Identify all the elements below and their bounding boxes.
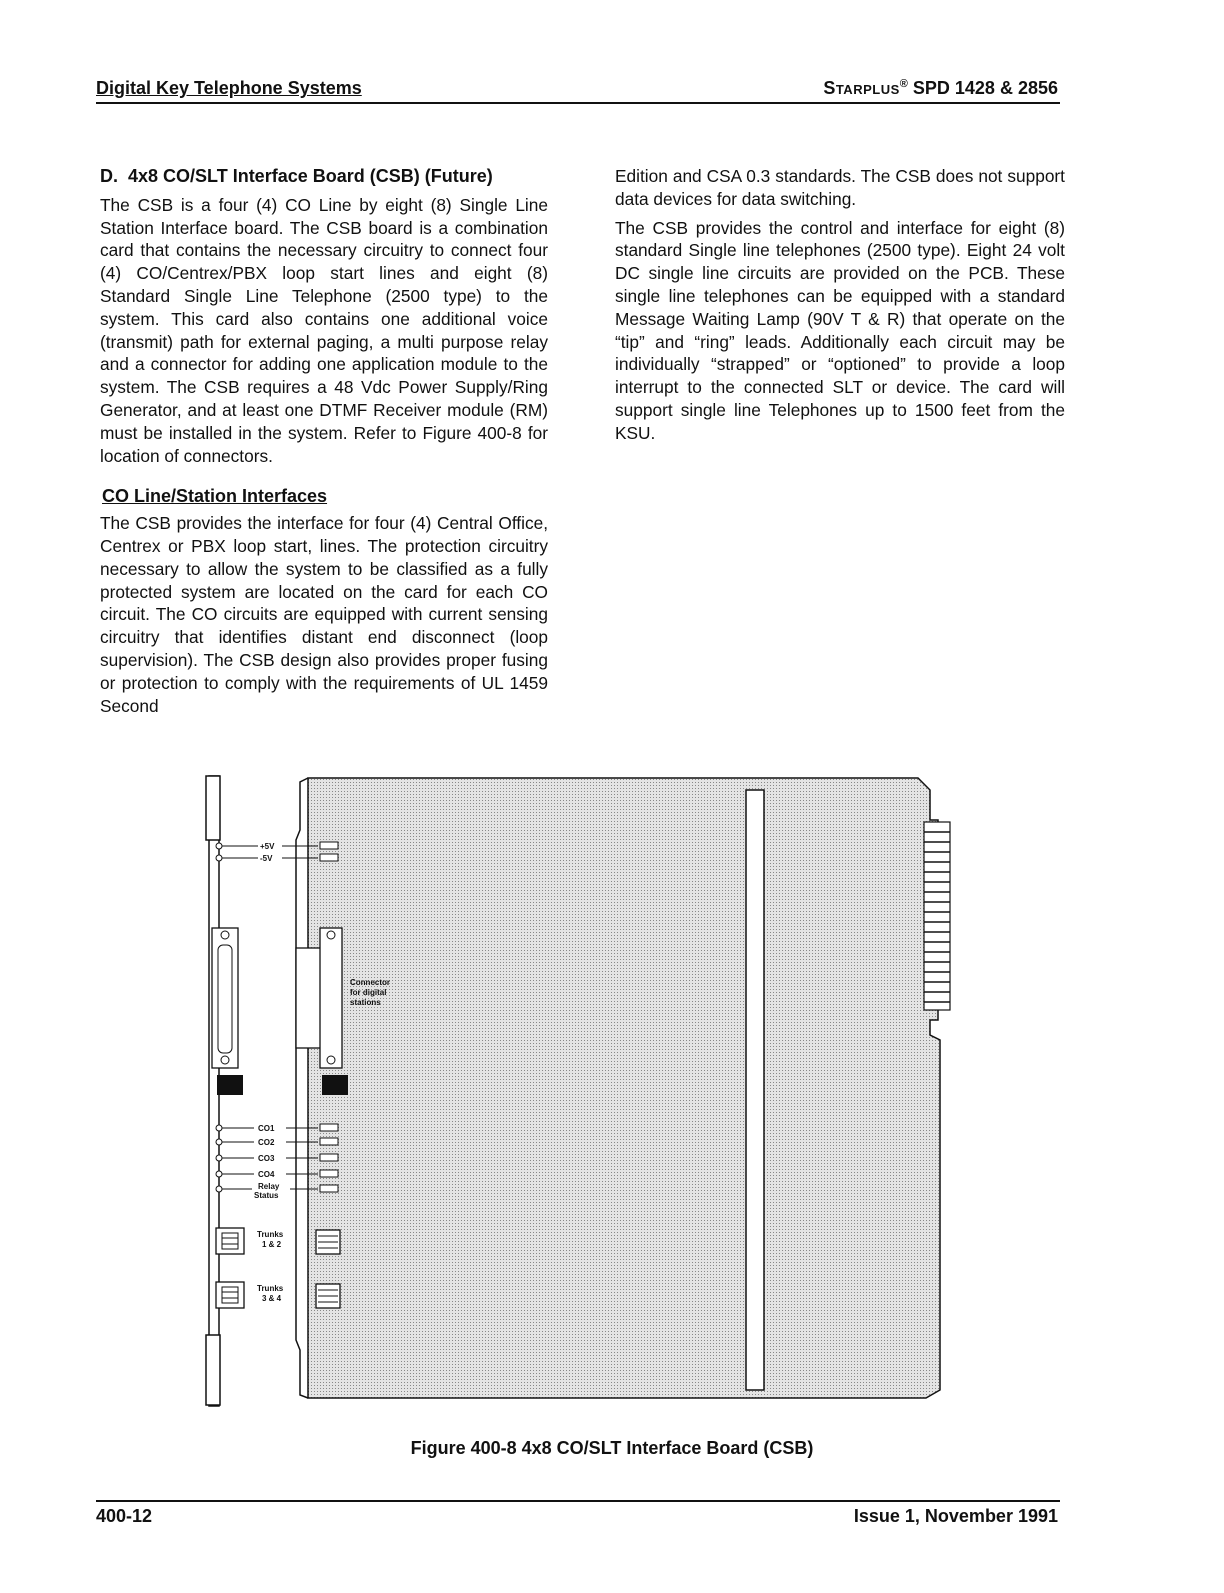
registered-mark: ® (899, 78, 908, 90)
label-minus-5v: -5V (260, 854, 273, 863)
label-connector-2: for digital (350, 988, 387, 997)
dsub-connector-board (296, 928, 342, 1068)
right-column (615, 165, 1065, 451)
section-title-text: 4x8 CO/SLT Interface Board (CSB) (Future) (128, 166, 493, 186)
section-title (100, 165, 548, 188)
label-co1: CO1 (258, 1124, 275, 1133)
header-title: Digital Key Telephone Systems (96, 78, 362, 98)
slt-paragraph: The CSB provides the control and interface for eight (8) standard Single line telephones (2500 type). Eight 24 volt DC single line circuits are provided on the PCB. These single line telephones can be equipped with a standard Message Waiting Lamp (90V T & R) that operate on the “tip” and “ring” leads. Additionally each circuit may be individually “strapped” or “optioned” to provide a loop interrupt to the connected SLT or device. The card will support single line Telephones up to 1500 feet from the KSU. (615, 217, 1065, 443)
circuit-board (308, 778, 940, 1398)
intro-paragraph: The CSB is a four (4) CO Line by eight (8) Single Line Station Interface board. The CSB board is a combination card that contains the necessary circuitry to connect four (4) CO/Centrex/PBX loop start lines and eight (8) Standard Single Line Telephone (2500 type) to the system. This card also contains one additional voice (transmit) path for external paging, a multi purpose relay and a connector for adding one application module to the system. The CSB requires a 48 Vdc Power Supply/Ring Generator, and at least one DTMF Receiver module (RM) must be installed in the system. Refer to Figure 400-8 for location of connectors. (100, 194, 548, 466)
panel-top-handle (206, 776, 220, 840)
label-trunks-3-4-a: Trunks (257, 1284, 284, 1293)
label-relay: Relay (258, 1182, 280, 1191)
standards-paragraph: Edition and CSA 0.3 standards. The CSB does not support data devices for data switching. (615, 166, 1065, 209)
label-trunks-1-2-b: 1 & 2 (262, 1240, 282, 1249)
issue-date: Issue 1, November 1991 (853, 1506, 1058, 1526)
page-number: 400-12 (96, 1506, 153, 1526)
dsub-connector-panel (212, 928, 238, 1068)
label-co3: CO3 (258, 1154, 275, 1163)
label-co4: CO4 (258, 1170, 275, 1179)
subheading: CO Line/Station Interfaces (102, 486, 328, 507)
board-front-edge (296, 778, 308, 1398)
figure-caption: Figure 400-8 4x8 CO/SLT Interface Board (CSB) (410, 1438, 814, 1458)
header-model: SPD 1428 & 2856 (912, 78, 1058, 98)
label-connector-1: Connector (350, 978, 390, 987)
header-product (823, 78, 1058, 99)
section-letter: D. (100, 166, 118, 186)
page-header (96, 76, 1060, 104)
left-column (100, 165, 548, 723)
label-connector-3: stations (350, 998, 381, 1007)
label-plus-5v: +5V (260, 842, 275, 851)
board-black-block (322, 1075, 348, 1095)
co-interface-paragraph: The CSB provides the interface for four (4) Central Office, Centrex or PBX loop start, lines. The protection circuitry necessary to allow the system to be classified as a fully protected system are located on the card for each CO circuit. The CO circuits are equipped with current sensing circuitry that identifies distant end disconnect (loop supervision). The CSB design also provides proper fusing or protection to comply with the requirements of UL 1459 Second (100, 513, 548, 716)
label-co2: CO2 (258, 1138, 275, 1147)
module-slot (746, 790, 764, 1390)
panel-bottom-handle (206, 1335, 220, 1405)
page-footer (96, 1500, 1060, 1526)
label-status: Status (254, 1191, 279, 1200)
board-figure (200, 770, 960, 1410)
label-trunks-1-2-a: Trunks (257, 1230, 284, 1239)
label-trunks-3-4-b: 3 & 4 (262, 1294, 282, 1303)
panel-black-block (217, 1075, 243, 1095)
edge-connector (924, 822, 950, 1010)
header-brand: Starplus (823, 78, 900, 98)
